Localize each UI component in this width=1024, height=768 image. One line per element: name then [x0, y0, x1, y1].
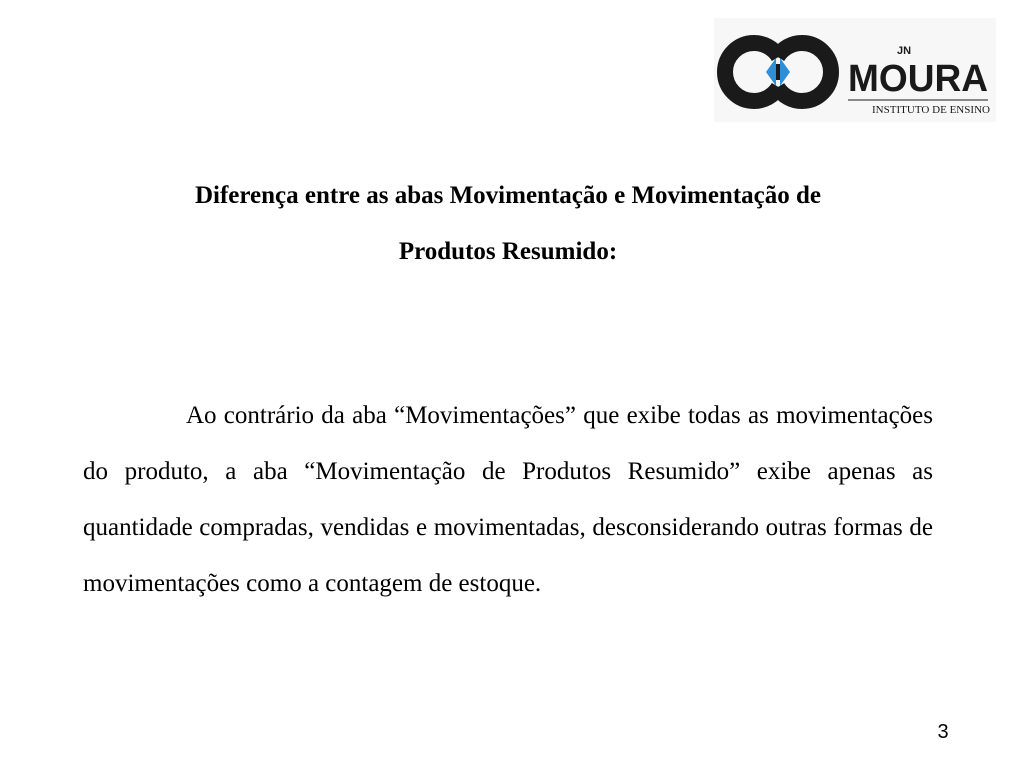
logo-center-bar [776, 64, 780, 80]
slide-title [80, 168, 936, 280]
logo-graphic [714, 18, 996, 122]
logo-left-arrow [766, 58, 776, 86]
logo-right-arrow [780, 58, 790, 86]
logo-subtitle-text: INSTITUTO DE ENSINO [872, 105, 990, 116]
institution-logo [714, 18, 996, 122]
logo-prefix-text: JN [896, 45, 912, 57]
slide-title-line-2: Produtos Resumido: [398, 238, 618, 265]
body-paragraph: Ao contrário da aba “Movimentações” que exibe todas as movimentações do produto, a aba “Movimentação de Produtos Resumido” exibe apenas as quantidade compradas, vendidas e movimentadas, desconsiderando outras formas de movimentações como a contagem de estoque. [83, 402, 933, 597]
logo-brand-text: MOURA [848, 58, 988, 100]
slide-title-line-1: Diferença entre as abas Movimentação e Movimentação de [194, 182, 821, 209]
page-number: 3 [937, 721, 949, 743]
